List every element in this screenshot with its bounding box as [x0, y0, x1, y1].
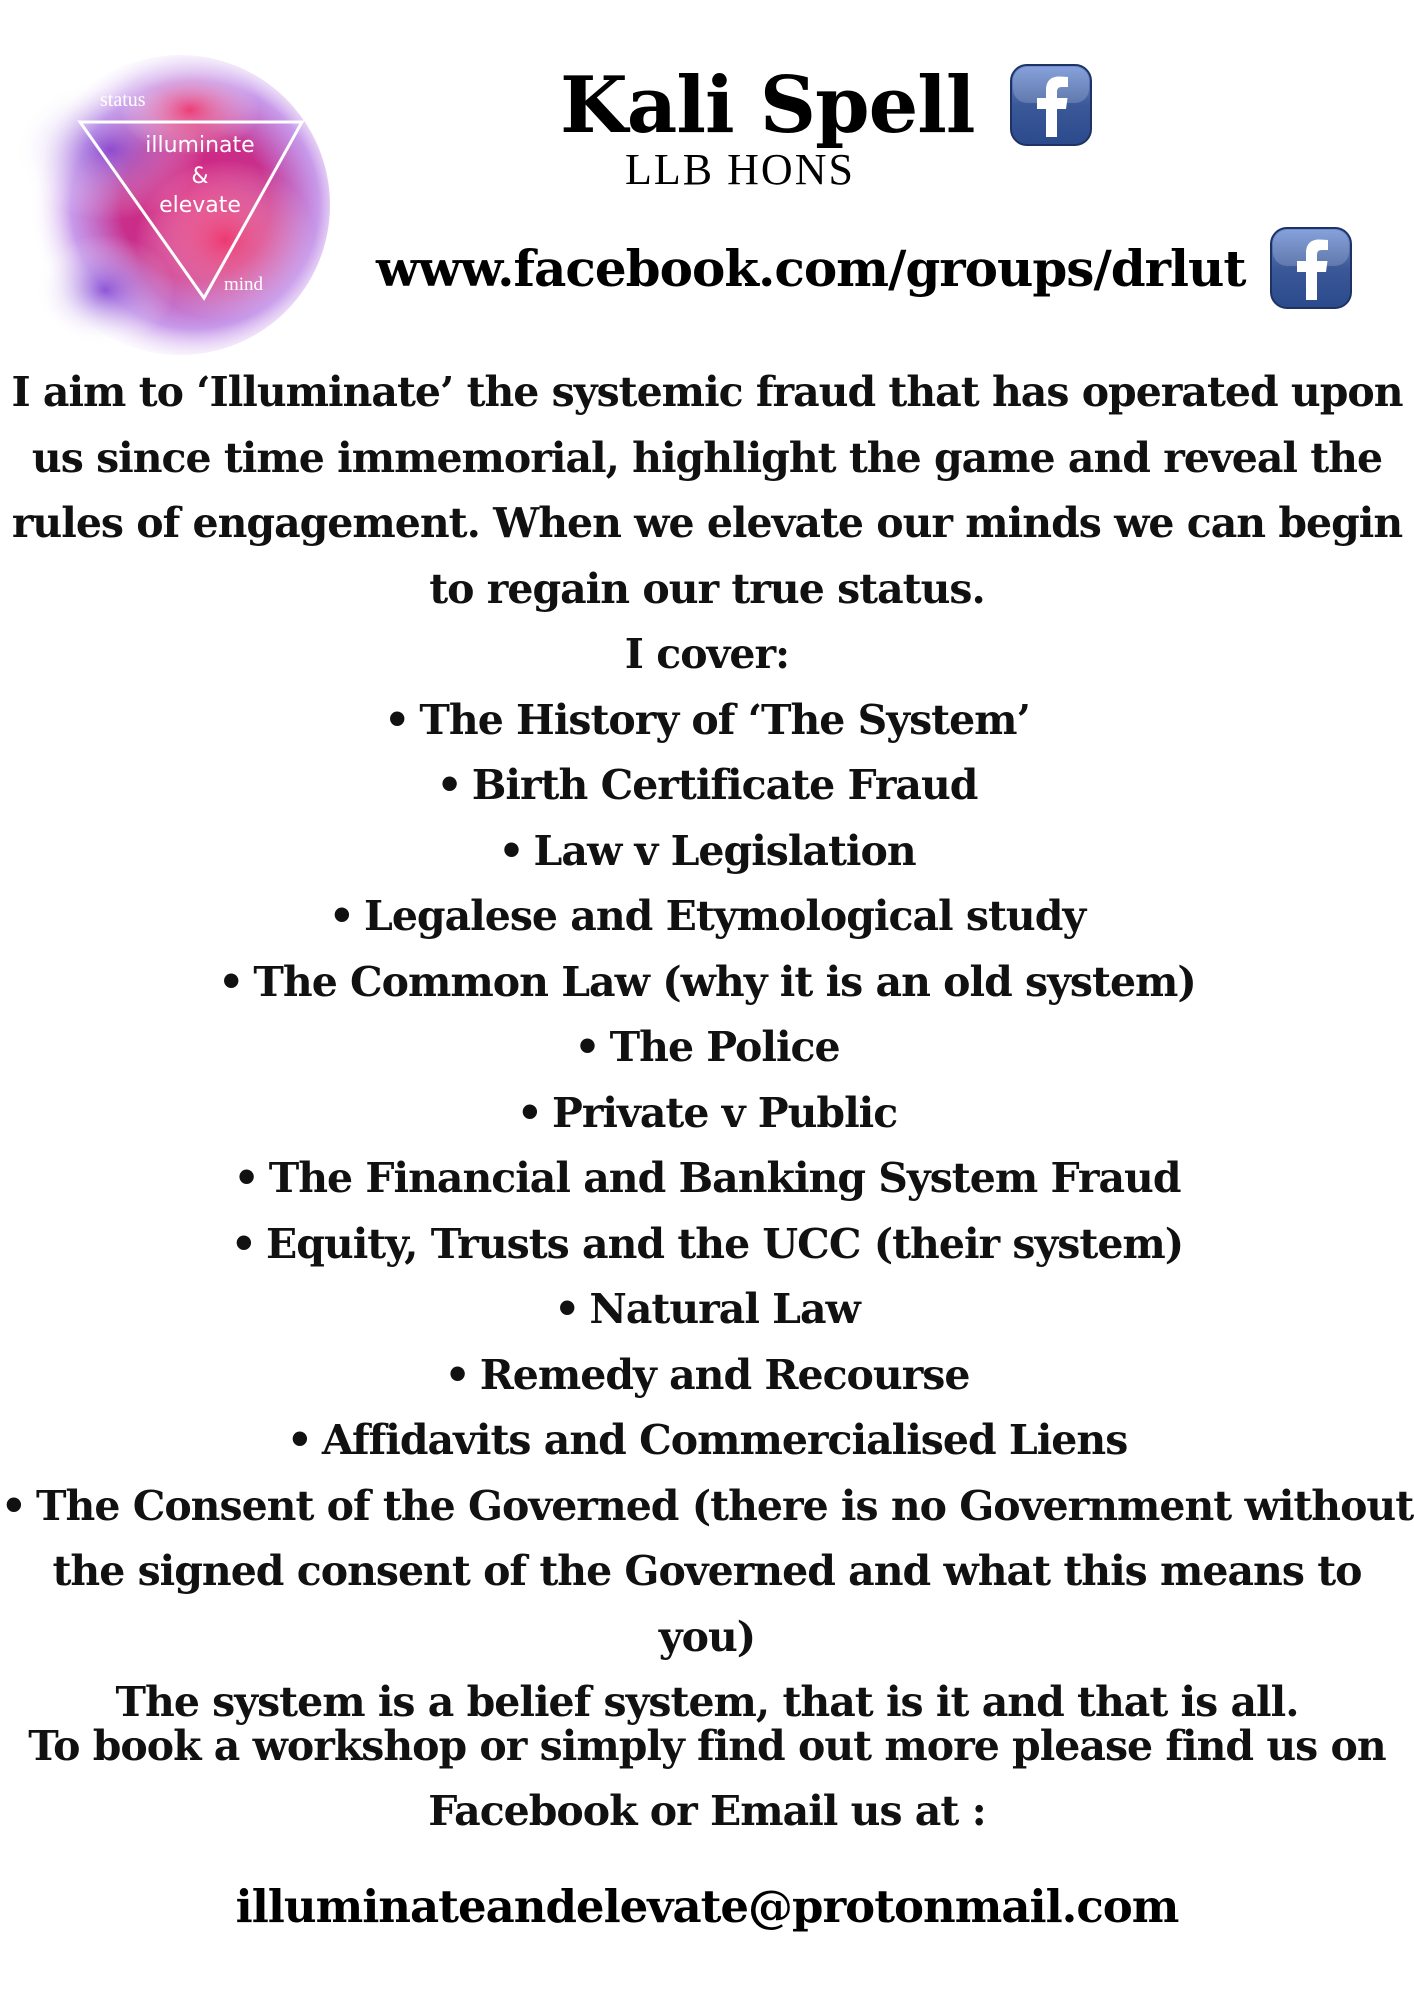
logo-word-illuminate: illuminate: [145, 133, 255, 158]
logo-word-and: &: [191, 164, 209, 189]
list-item: • Law v Legislation: [498, 826, 916, 875]
intro-paragraph: I aim to ‘Illuminate’ the systemic fraud that has operated upon us since time immemorial, highlight the game and reveal the rules of engagement. When we elevate our minds we can begin to regain our true status.: [11, 368, 1403, 613]
topic-list: [0, 688, 1414, 1671]
logo-word-status: status: [100, 89, 146, 111]
bullet: •: [384, 695, 410, 744]
facebook-icon[interactable]: [1009, 63, 1093, 147]
list-item: • The Common Law (why it is an old system): [218, 957, 1196, 1006]
bullet: •: [0, 1481, 27, 1530]
facebook-icon[interactable]: [1269, 226, 1353, 310]
closing-statement: The system is a belief system, that is it and that is all.: [115, 1678, 1299, 1726]
bullet: •: [444, 1350, 470, 1399]
contact-text: To book a workshop or simply find out more please find us on Facebook or Email us at :: [28, 1722, 1386, 1835]
list-item: • Affidavits and Commercialised Liens: [286, 1416, 1128, 1464]
list-item: • Equity, Trusts and the UCC (their system): [230, 1219, 1184, 1268]
facebook-url-link[interactable]: www.facebook.com/groups/drlut: [376, 238, 1246, 298]
list-item: • The Financial and Banking System Fraud: [233, 1154, 1181, 1202]
list-item: • Natural Law: [554, 1285, 860, 1333]
list-item: • The Consent of the Governed (there is no Government without the signed consent of the Governed and what this means to you): [0, 1481, 1414, 1661]
main-content: [0, 360, 1414, 1736]
list-item: • Birth Certificate Fraud: [436, 761, 978, 809]
logo-word-elevate: elevate: [159, 193, 241, 218]
cover-heading: I cover:: [624, 630, 790, 678]
author-name: Kali Spell: [560, 59, 975, 151]
list-item: • The Police: [574, 1023, 840, 1071]
contact-section: [0, 1714, 1414, 1844]
bullet: •: [554, 1285, 580, 1333]
list-item: • Legalese and Etymological study: [328, 892, 1086, 940]
bullet: •: [233, 1154, 259, 1202]
bullet: •: [230, 1219, 256, 1268]
list-item: • The History of ‘The System’: [384, 695, 1030, 744]
logo-word-mind: mind: [224, 274, 264, 295]
bullet: •: [516, 1088, 542, 1137]
bullet: •: [286, 1416, 312, 1464]
bullet: •: [574, 1023, 600, 1071]
illuminate-elevate-logo: [10, 40, 330, 360]
bullet: •: [328, 892, 355, 940]
bullet: •: [436, 761, 462, 809]
bullet: •: [218, 957, 244, 1006]
degree: LLB HONS: [625, 145, 855, 194]
bullet: •: [498, 826, 524, 875]
facebook-url-line: [376, 218, 1353, 318]
email-link[interactable]: illuminateandelevate@protonmail.com: [235, 1880, 1179, 1933]
list-item: • Remedy and Recourse: [444, 1350, 970, 1399]
list-item: • Private v Public: [516, 1088, 898, 1137]
